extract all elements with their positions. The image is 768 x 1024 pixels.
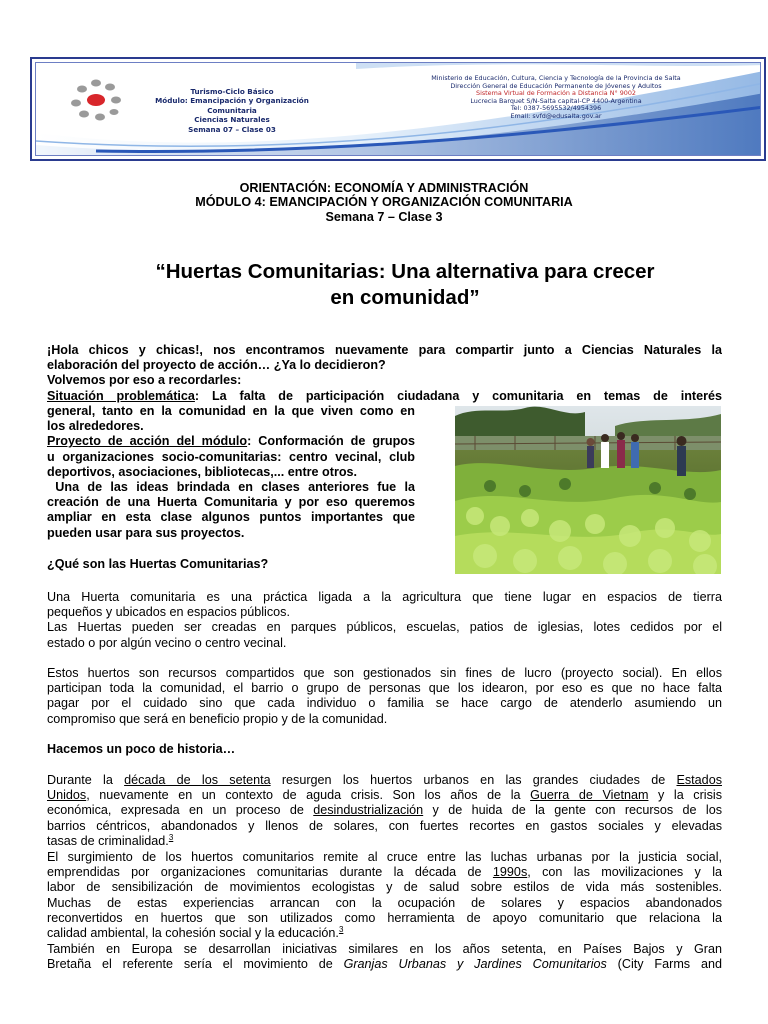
- link-1990s[interactable]: 1990s: [492, 865, 528, 880]
- module-headings: [0, 181, 768, 224]
- paragraph-line: Una Huerta comunitaria es una práctica ligada a la agricultura que tiene lugar en espacios de tierra: [47, 590, 722, 604]
- orientation-heading: ORIENTACIÓN: ECONOMÍA Y ADMINISTRACIÓN: [239, 181, 529, 195]
- text-run: emprendidas por organizaciones comunitarias durante la década de: [47, 865, 493, 880]
- intro-line: ¡Hola chicos y chicas!, nos encontramos nuevamente para compartir junto a Ciencias Naturales la: [47, 343, 722, 357]
- paragraph-line: participan toda la comunidad, el barrio o grupo de personas que los idearon, por eso es que no hace falta: [47, 681, 722, 696]
- paragraph-line: pagar por el cuidado sino que cada individuo o familia se hace cargo de atenderlo asumiendo un: [47, 696, 722, 711]
- text-run: , nuevamente en un contexto de aguda crisis. Son los años de la: [86, 788, 531, 803]
- institution-line: Sistema Virtual de Formación a Distancia N° 9002: [476, 89, 636, 98]
- situacion-line: [47, 389, 722, 404]
- paragraph-line: [47, 773, 722, 788]
- institution-line: Tel: 0387-5695532/4954396: [510, 104, 602, 113]
- paragraph-line: [47, 803, 722, 818]
- definition-paragraph: [47, 590, 722, 651]
- footnote-ref[interactable]: 3: [168, 833, 174, 842]
- week-heading: Semana 7 – Clase 3: [325, 209, 443, 224]
- paragraph-line: [47, 957, 722, 972]
- proyecto-text: : Conformación de grupos: [247, 434, 415, 449]
- italic-text: Granjas Urbanas y Jardines Comunitarios: [343, 957, 607, 972]
- link-estados-unidos[interactable]: Estados: [676, 773, 722, 787]
- footnote-ref[interactable]: 3: [338, 926, 344, 934]
- course-line: Módulo: Emancipación y Organización Comunitaria: [155, 96, 309, 115]
- paragraph-line: labor de sensibilización de movimientos ecologistas y de salud sobre estilos de vida más sostenibles.: [47, 880, 722, 895]
- paragraph-line: [47, 926, 722, 941]
- history-paragraph-1: [47, 773, 722, 849]
- header-banner: [30, 57, 766, 161]
- intro-block: [47, 343, 722, 404]
- text-run: calidad ambiental, la cohesión social y la educación.: [47, 926, 339, 941]
- paragraph-line: barrios céntricos, abandonados y llenos de solares, con fuertes recortes en gastos sociales y elevadas: [47, 818, 722, 833]
- text-run: tasas de criminalidad.: [47, 833, 169, 848]
- link-desindustrializacion[interactable]: desindustrialización: [313, 803, 424, 818]
- course-info: [132, 87, 332, 134]
- text-run: y de huida de la gente con recursos de los: [423, 803, 722, 818]
- header-banner-inner: [35, 62, 761, 156]
- text-run: Bretaña el referente sería el movimiento de: [47, 957, 344, 972]
- paragraph-line: [47, 788, 722, 803]
- intro-block-narrow: [47, 404, 415, 541]
- text-run: (City Farms and: [606, 957, 722, 972]
- proyecto-line: u organizaciones socio-comunitarias: centro vecinal, club: [47, 449, 415, 464]
- proyecto-line: [47, 434, 415, 449]
- section-heading-what-are: ¿Qué son las Huertas Comunitarias?: [47, 557, 269, 571]
- page-title: [60, 259, 750, 311]
- paragraph-line: Estos huertos son recursos compartidos que son gestionados sin fines de lucro (proyecto social). En ellos: [47, 666, 722, 680]
- resources-paragraph: [47, 666, 722, 727]
- paragraph-line: El surgimiento de los huertos comunitarios remite al cruce entre las luchas urbanas por la justicia social,: [47, 850, 722, 864]
- idea-line: ampliar en esta clase algunos puntos importantes que: [47, 510, 415, 525]
- paragraph-line: Muchas de estas experiencias arrancan con la ocupación de solares y espacios abandonados: [47, 895, 722, 910]
- situacion-label: Situación problemática: [47, 388, 195, 403]
- intro-line: Volvemos por eso a recordarles:: [47, 373, 242, 388]
- paragraph-line: Las Huertas pueden ser creadas en parques públicos, escuelas, patios de iglesias, lotes cedidos por el: [47, 620, 722, 635]
- situacion-line: los alrededores.: [47, 419, 144, 434]
- institution-line: Dirección General de Educación Permanente de Jóvenes y Adultos: [450, 81, 662, 90]
- history-paragraph-2: [47, 850, 722, 941]
- institution-info: [386, 75, 726, 121]
- idea-line: creación de una Huerta Comunitaria y por eso queremos: [47, 495, 415, 510]
- paragraph-line: pequeños y ubicados en espacios públicos.: [47, 605, 290, 620]
- link-guerra-vietnam[interactable]: Guerra de Vietnam: [530, 788, 649, 803]
- title-line: en comunidad”: [330, 286, 480, 309]
- section-heading-history: Hacemos un poco de historia…: [47, 742, 236, 756]
- paragraph-line: estado o por algún vecino o centro vecinal.: [47, 635, 287, 650]
- idea-line: pueden usar para sus proyectos.: [47, 525, 245, 540]
- situacion-line: general, tanto en la comunidad en la que viven como en: [47, 404, 415, 418]
- paragraph-line: [47, 834, 722, 849]
- paragraph-line: reconvertidos en huertos que son utilizados como herramienta de apoyo comunitario que relaciona la: [47, 910, 722, 925]
- paragraph-line: compromiso que será en beneficio propio y de la comunidad.: [47, 711, 388, 726]
- course-line: Turismo-Ciclo Básico: [190, 87, 274, 96]
- proyecto-line: deportivos, asociaciones, bibliotecas,... entre otros.: [47, 464, 358, 479]
- paragraph-line: También en Europa se desarrollan iniciativas similares en los años setenta, en Países Bajos y Gran: [47, 942, 722, 956]
- history-paragraph-3: [47, 942, 722, 972]
- text-run: , con las movilizaciones y la: [527, 865, 722, 880]
- institution-line: Lucrecia Barquet S/N-Salta capital-CP 4400-Argentina: [470, 96, 642, 105]
- text-run: económica, expresada en un proceso de: [47, 803, 314, 818]
- module-heading: MÓDULO 4: EMANCIPACIÓN Y ORGANIZACIÓN COMUNITARIA: [195, 195, 573, 210]
- intro-line: elaboración del proyecto de acción… ¿Ya lo decidieron?: [47, 358, 386, 373]
- text-run: y la crisis: [648, 788, 722, 803]
- link-estados-unidos[interactable]: Unidos: [47, 788, 87, 803]
- course-line: Ciencias Naturales: [194, 115, 270, 125]
- proyecto-label: Proyecto de acción del módulo: [47, 434, 248, 449]
- text-run: resurgen los huertos urbanos en las grandes ciudades de: [270, 773, 677, 787]
- idea-line: Una de las ideas brindada en clases anteriores fue la: [47, 480, 415, 495]
- paragraph-line: [47, 865, 722, 880]
- text-run: Durante la: [47, 773, 125, 787]
- ministry-logo-icon: [66, 73, 126, 128]
- institution-line: Email: svfd@edusalta.gov.ar: [510, 111, 602, 120]
- title-line: “Huertas Comunitarias: Una alternativa para crecer: [155, 260, 655, 283]
- link-decada-setenta[interactable]: década de los setenta: [124, 773, 271, 787]
- institution-line: Ministerio de Educación, Cultura, Ciencia y Tecnología de la Provincia de Salta: [431, 74, 681, 82]
- situacion-text: : La falta de participación ciudadana y comunitaria en temas de interés: [194, 388, 722, 403]
- community-garden-photo: [455, 406, 721, 574]
- course-line: Semana 07 – Clase 03: [188, 124, 276, 134]
